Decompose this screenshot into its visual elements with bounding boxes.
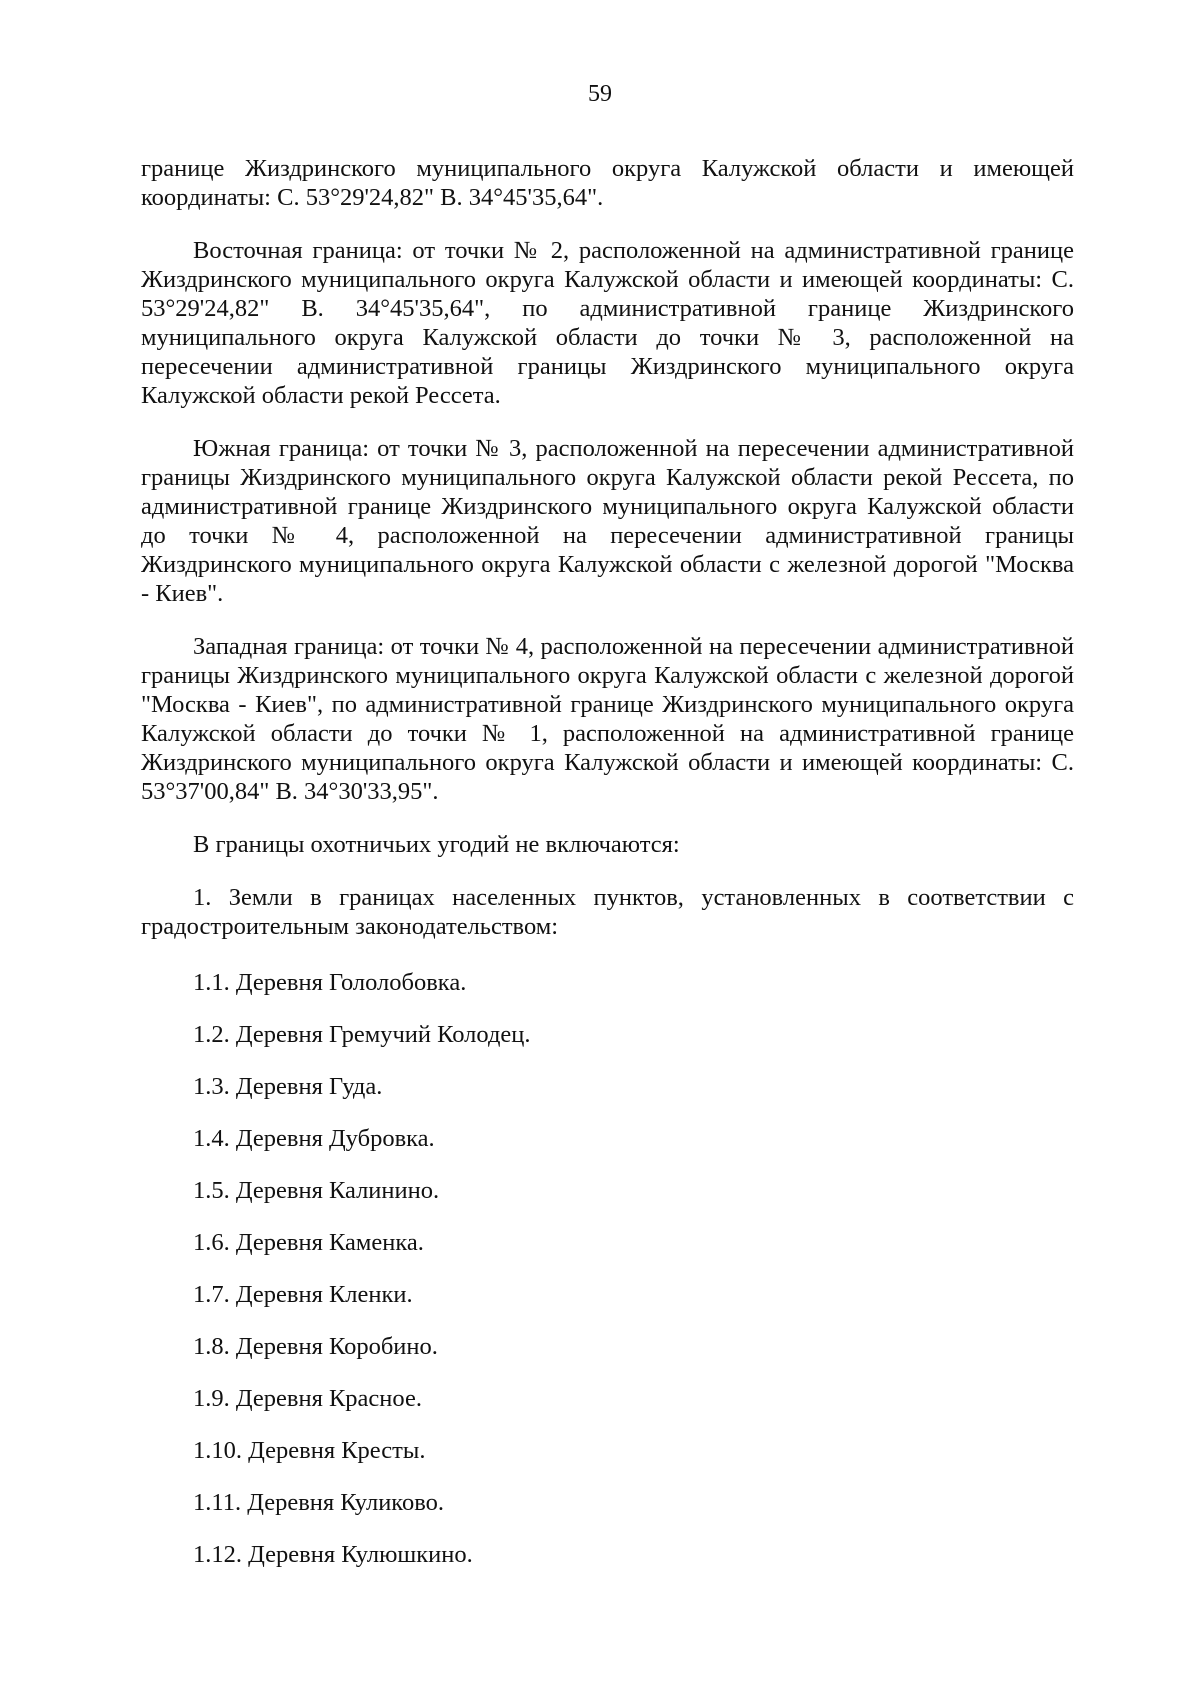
paragraph-southern-border: Южная граница: от точки № 3, расположенной на пересечении административной границы Жиздринского муниципального округа Калужской области рекой Рессета, по административной границе Жиздринского муниципального округа Калужской области до точки № 4, расположенной на пересечении административной границы Жиздринского муниципального округа Калужской области с железной дорогой "Москва - Киев". [141, 435, 1074, 607]
list-item: 1.3. Деревня Гуда. [193, 1073, 383, 1100]
paragraph-exclusions-heading: В границы охотничьих угодий не включаются: [193, 831, 680, 858]
list-item: 1.11. Деревня Куликово. [193, 1489, 444, 1516]
list-item: 1.2. Деревня Гремучий Колодец. [193, 1021, 531, 1048]
paragraph-continuation: границе Жиздринского муниципального округа Калужской области и имеющей координаты: С. 53°29'24,82" В. 34°45'35,64". [141, 155, 1074, 211]
list-item: 1.9. Деревня Красное. [193, 1385, 422, 1412]
list-item: 1.7. Деревня Кленки. [193, 1281, 413, 1308]
list-item: 1.10. Деревня Кресты. [193, 1437, 426, 1464]
settlement-list [141, 968, 1074, 1569]
list-item: 1.4. Деревня Дубровка. [193, 1125, 435, 1152]
page-number: 59 [588, 81, 612, 107]
list-item: 1.1. Деревня Гололобовка. [193, 969, 467, 996]
list-item: 1.12. Деревня Кулюшкино. [193, 1541, 473, 1568]
paragraph-western-border: Западная граница: от точки № 4, расположенной на пересечении административной границы Жиздринского муниципального округа Калужской области с железной дорогой "Москва - Киев", по административной границе Жиздринского муниципального округа Калужской области до точки № 1, расположенной на административной границе Жиздринского муниципального округа Калужской области и имеющей координаты: С. 53°37'00,84" В. 34°30'33,95". [141, 633, 1074, 805]
document-body [141, 154, 1074, 1592]
list-item: 1.5. Деревня Калинино. [193, 1177, 440, 1204]
paragraph-eastern-border: Восточная граница: от точки № 2, расположенной на административной границе Жиздринского муниципального округа Калужской области и имеющей координаты: С. 53°29'24,82" В. 34°45'35,64", по административной границе Жиздринского муниципального округа Калужской области до точки № 3, расположенной на пересечении административной границы Жиздринского муниципального округа Калужской области рекой Рессета. [141, 237, 1074, 409]
list-item: 1.8. Деревня Коробино. [193, 1333, 438, 1360]
list-item: 1.6. Деревня Каменка. [193, 1229, 424, 1256]
paragraph-settlement-lands: 1. Земли в границах населенных пунктов, установленных в соответствии с градостроительным законодательством: [141, 884, 1074, 940]
